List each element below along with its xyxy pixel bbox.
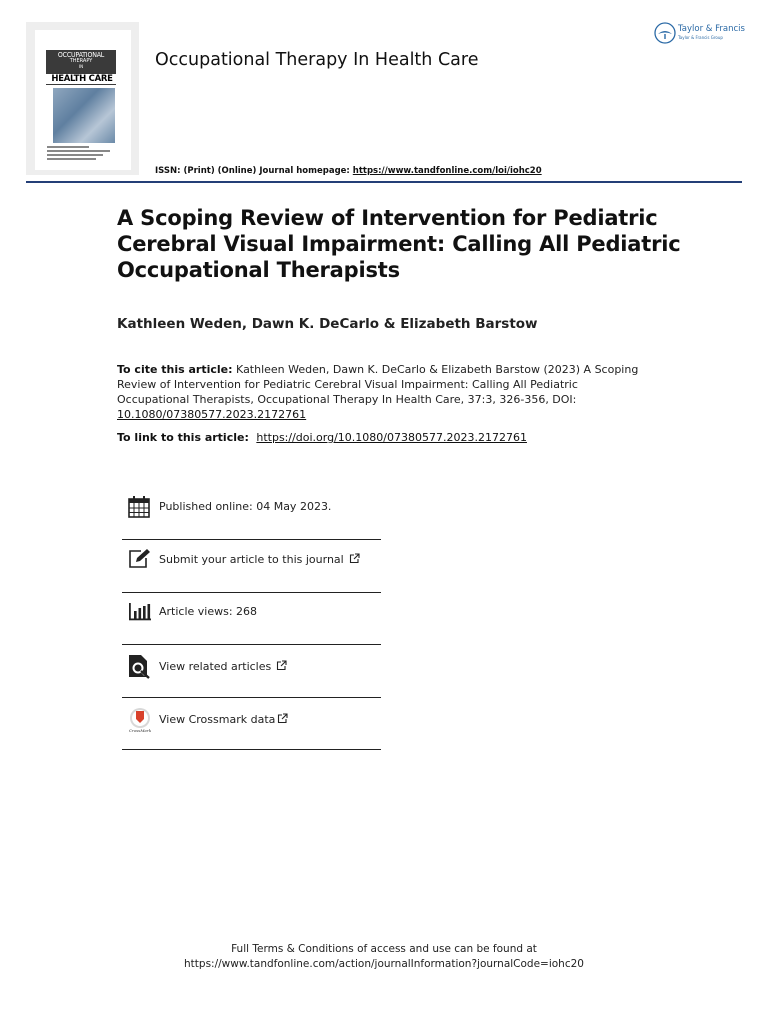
publisher-logo [654, 22, 746, 48]
journal-homepage-link[interactable]: https://www.tandfonline.com/loi/iohc20 [352, 166, 542, 176]
article-link-label: To link to this article: [117, 431, 249, 444]
published-online-text: Published online: 04 May 2023. [159, 500, 332, 513]
publisher-name: Taylor & Francis [678, 24, 745, 34]
citation-block [117, 362, 647, 422]
cover-title-line-1: OCCUPATIONAL [57, 51, 105, 59]
crossmark-row[interactable] [122, 707, 381, 759]
issn-line [155, 166, 542, 176]
cover-page [35, 30, 131, 170]
cover-photo [53, 88, 115, 143]
article-title: A Scoping Review of Intervention for Pediatric Cerebral Visual Impairment: Calling All Pediatric Occupational Therapists [117, 206, 681, 282]
footer-terms-link[interactable]: https://www.tandfonline.com/action/journalInformation?journalCode=iohc20 [184, 958, 584, 970]
footer-terms [0, 942, 768, 972]
cover-title-line-2: THERAPY [69, 58, 93, 64]
cover-title-main: HEALTH CARE [46, 74, 118, 84]
citation-text: Kathleen Weden, Dawn K. DeCarlo & Elizabeth Barstow (2023) A Scoping Review of Intervention for Pediatric Cerebral Visual Impairment: Calling All Pediatric Occupational Therapists, Occupational Therapy In Health Care, 37:3, 326-356, DOI: [117, 363, 639, 406]
article-views-text: Article views: 268 [159, 605, 258, 618]
edit-icon [127, 547, 153, 573]
journal-cover-image [26, 22, 139, 175]
info-divider [122, 697, 381, 698]
cover-text-lines [47, 146, 117, 162]
calendar-icon [127, 494, 153, 520]
journal-title: Occupational Therapy In Health Care [155, 50, 479, 70]
external-link-icon [277, 713, 288, 724]
submit-article-text: Submit your article to this journal [159, 553, 344, 566]
info-divider [122, 749, 381, 750]
header-divider [26, 181, 742, 183]
article-link-url[interactable]: https://doi.org/10.1080/07380577.2023.2172761 [256, 431, 527, 444]
external-link-icon [349, 553, 360, 564]
info-divider [122, 644, 381, 645]
taylor-francis-icon [654, 22, 676, 44]
crossmark-label: CrossMark [128, 728, 152, 733]
submit-article-link[interactable] [159, 553, 360, 566]
info-divider [122, 539, 381, 540]
footer-line-1: Full Terms & Conditions of access and use can be found at [231, 943, 537, 955]
bar-chart-icon [127, 599, 153, 625]
issn-label: ISSN: (Print) (Online) Journal homepage: [155, 166, 350, 176]
related-articles-link[interactable] [159, 660, 287, 673]
citation-doi-link[interactable]: 10.1080/07380577.2023.2172761 [117, 408, 307, 421]
article-authors: Kathleen Weden, Dawn K. DeCarlo & Elizabeth Barstow [117, 316, 538, 332]
external-link-icon [276, 660, 287, 671]
crossmark-link[interactable] [159, 713, 288, 726]
related-articles-icon [127, 654, 153, 680]
cover-title-line-3: IN [78, 64, 84, 69]
crossmark-icon [127, 707, 153, 733]
citation-label: To cite this article: [117, 363, 233, 376]
related-articles-row[interactable] [122, 654, 381, 706]
crossmark-text: View Crossmark data [159, 713, 276, 726]
related-articles-text: View related articles [159, 660, 272, 673]
publisher-subname: Taylor & Francis Group [678, 35, 723, 40]
info-divider [122, 592, 381, 593]
article-link-line [117, 431, 527, 444]
